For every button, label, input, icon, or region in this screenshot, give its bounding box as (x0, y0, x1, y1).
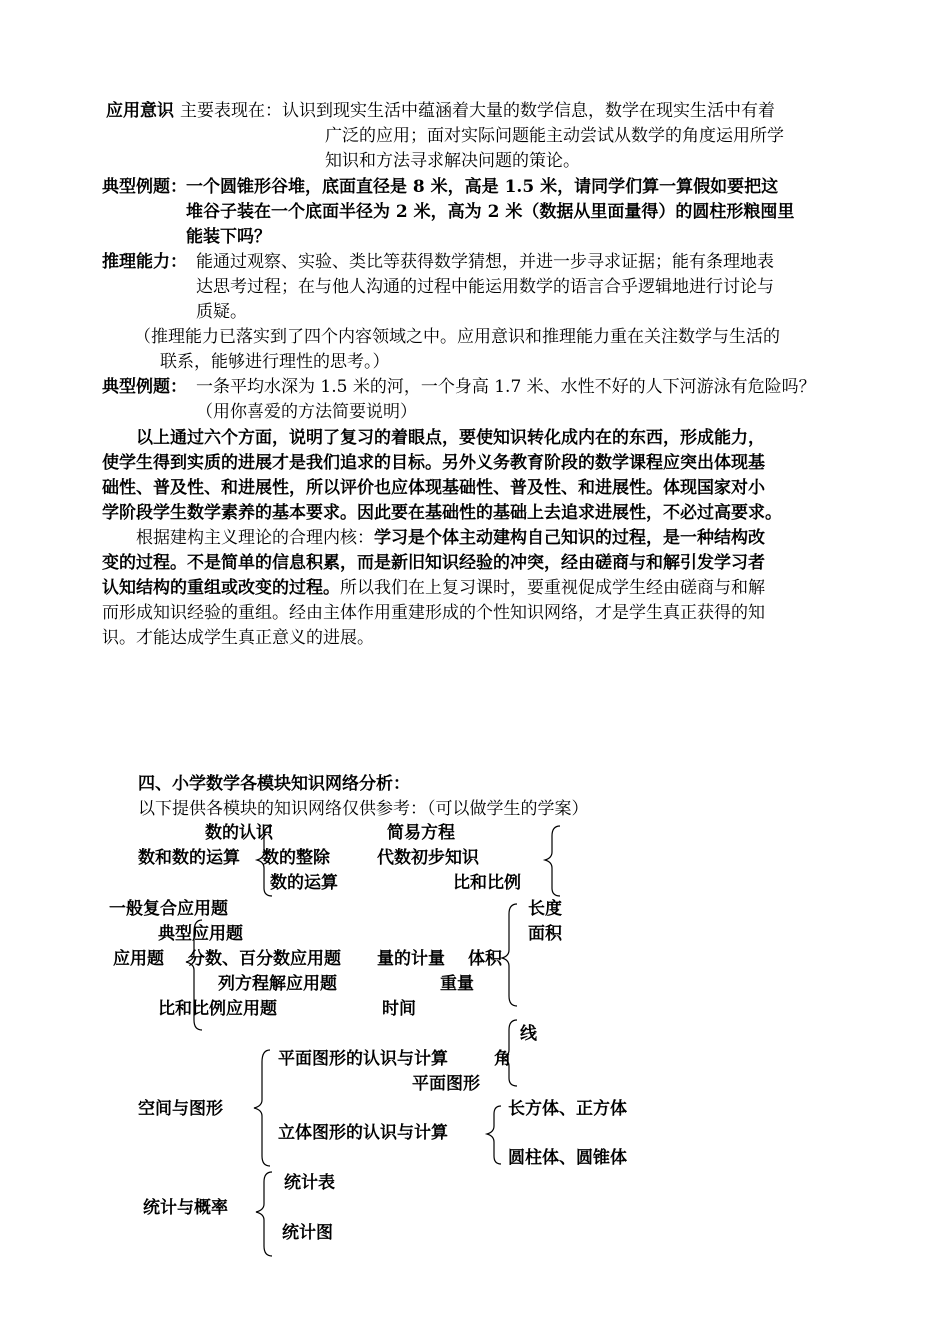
node-typical-app: 典型应用题 (158, 924, 243, 944)
node-length: 长度 (528, 899, 562, 919)
node-app-root: 应用题 (113, 949, 164, 969)
node-general-app: 一般复合应用题 (109, 899, 228, 919)
construct-line-1b: 学习是个体主动建构自己知识的过程，是一种结构改 (374, 528, 765, 548)
node-equation-app: 列方程解应用题 (218, 974, 337, 994)
summary-line-1: 以上通过六个方面，说明了复习的着眼点，要使知识转化成内在的东西，形成能力， (136, 428, 765, 448)
node-simple-eq: 简易方程 (387, 823, 455, 843)
node-line: 线 (520, 1024, 537, 1044)
node-measure: 量的计量 (377, 949, 445, 969)
summary-line-4: 学阶段学生数学素养的基本要求。因此要在基础性的基础上去追求进展性，不必过高要求。 (102, 503, 782, 523)
construct-line-4: 而形成知识经验的重组。经由主体作用重建形成的个性知识网络，才是学生真正获得的知 (102, 603, 765, 623)
summary-line-3: 础性、普及性、和进展性，所以评价也应体现基础性、普及性、和进展性。体现国家对小 (102, 478, 765, 498)
node-num-calc: 数的运算 (270, 873, 338, 893)
brace-applications (186, 920, 202, 1030)
node-plane: 平面图形 (412, 1074, 480, 1094)
example1-line-1: 一个圆锥形谷堆，底面直径是 8 米，高是 1.5 米，请同学们算一算假如要把这 (186, 177, 779, 197)
application-term: 应用意识 (106, 101, 174, 121)
note-line-1: （推理能力已落实到了四个内容领域之中。应用意识和推理能力重在关注数学与生活的 (134, 327, 780, 347)
construct-line-3b: 所以我们在上复习课时，要重视促成学生经由磋商与和解 (340, 578, 765, 598)
node-stat-chart: 统计图 (282, 1223, 333, 1243)
construct-line-1a: 根据建构主义理论的合理内核： (136, 528, 374, 548)
brace-numbers (257, 826, 272, 896)
note-line-2: 联系，能够进行理性的思考。） (160, 352, 390, 372)
brace-plane (502, 1020, 517, 1086)
node-weight: 重量 (440, 974, 474, 994)
construct-line-5: 识。才能达成学生真正意义的进展。 (102, 628, 374, 648)
brace-space (254, 1050, 270, 1166)
node-stat-root: 统计与概率 (143, 1198, 228, 1218)
node-cuboid: 长方体、正方体 (508, 1099, 627, 1119)
construct-line-3a: 认知结构的重组或改变的过程。 (102, 578, 340, 598)
example1-label: 典型例题： (102, 177, 187, 197)
node-num-ops-root: 数和数的运算 (138, 848, 240, 868)
node-angle: 角 (494, 1049, 511, 1069)
reasoning-term: 推理能力： (102, 252, 187, 272)
node-fraction-app: 分数、百分数应用题 (188, 949, 341, 969)
construct-line-2: 变的过程。不是简单的信息积累，而是新旧知识经验的冲突，经由磋商与和解引发学习者 (102, 553, 765, 573)
node-divisibility: 数的整除 (262, 848, 330, 868)
node-ratio-app: 比和比例应用题 (158, 999, 277, 1019)
example2-line-2: （用你喜爱的方法简要说明） (196, 402, 417, 422)
application-line-1: 主要表现在：认识到现实生活中蕴涵着大量的数学信息，数学在现实生活中有着 (180, 101, 775, 121)
node-num-concept: 数的认识 (205, 823, 273, 843)
brace-algebra (545, 826, 560, 896)
application-line-3: 知识和方法寻求解决问题的策论。 (325, 151, 580, 171)
node-solid-calc: 立体图形的认识与计算 (278, 1123, 448, 1143)
application-line-2: 广泛的应用；面对实际问题能主动尝试从数学的角度运用所学 (325, 126, 784, 146)
section4-heading: 四、小学数学各模块知识网络分析： (138, 774, 410, 794)
node-volume: 体积 (468, 949, 502, 969)
reasoning-line-1: 能通过观察、实验、类比等获得数学猜想，并进一步寻求证据；能有条理地表 (196, 252, 774, 272)
node-space-root: 空间与图形 (138, 1099, 223, 1119)
brace-solid (487, 1106, 501, 1164)
node-time: 时间 (382, 999, 416, 1019)
brace-statistics (256, 1172, 272, 1256)
example2-label: 典型例题： (102, 377, 187, 397)
example1-line-3: 能装下吗？ (186, 227, 271, 247)
node-area: 面积 (528, 924, 562, 944)
example1-line-2: 堆谷子装在一个底面半径为 2 米，高为 2 米（数据从里面量得）的圆柱形粮囤里 (186, 202, 795, 222)
reasoning-line-2: 达思考过程；在与他人沟通的过程中能运用数学的语言合乎逻辑地进行讨论与 (196, 277, 774, 297)
brace-measurement (502, 904, 517, 1006)
node-algebra: 代数初步知识 (377, 848, 479, 868)
node-stat-table: 统计表 (284, 1173, 335, 1193)
node-cylinder: 圆柱体、圆锥体 (508, 1148, 627, 1168)
example2-line-1: 一条平均水深为 1.5 米的河，一个身高 1.7 米、水性不好的人下河游泳有危险吗？ (196, 377, 816, 397)
section4-intro: 以下提供各模块的知识网络仅供参考：（可以做学生的学案） (138, 799, 589, 819)
node-plane-calc: 平面图形的认识与计算 (278, 1049, 448, 1069)
node-ratio: 比和比例 (453, 873, 521, 893)
summary-line-2: 使学生得到实质的进展才是我们追求的目标。另外义务教育阶段的数学课程应突出体现基 (102, 453, 765, 473)
reasoning-line-3: 质疑。 (196, 302, 247, 322)
